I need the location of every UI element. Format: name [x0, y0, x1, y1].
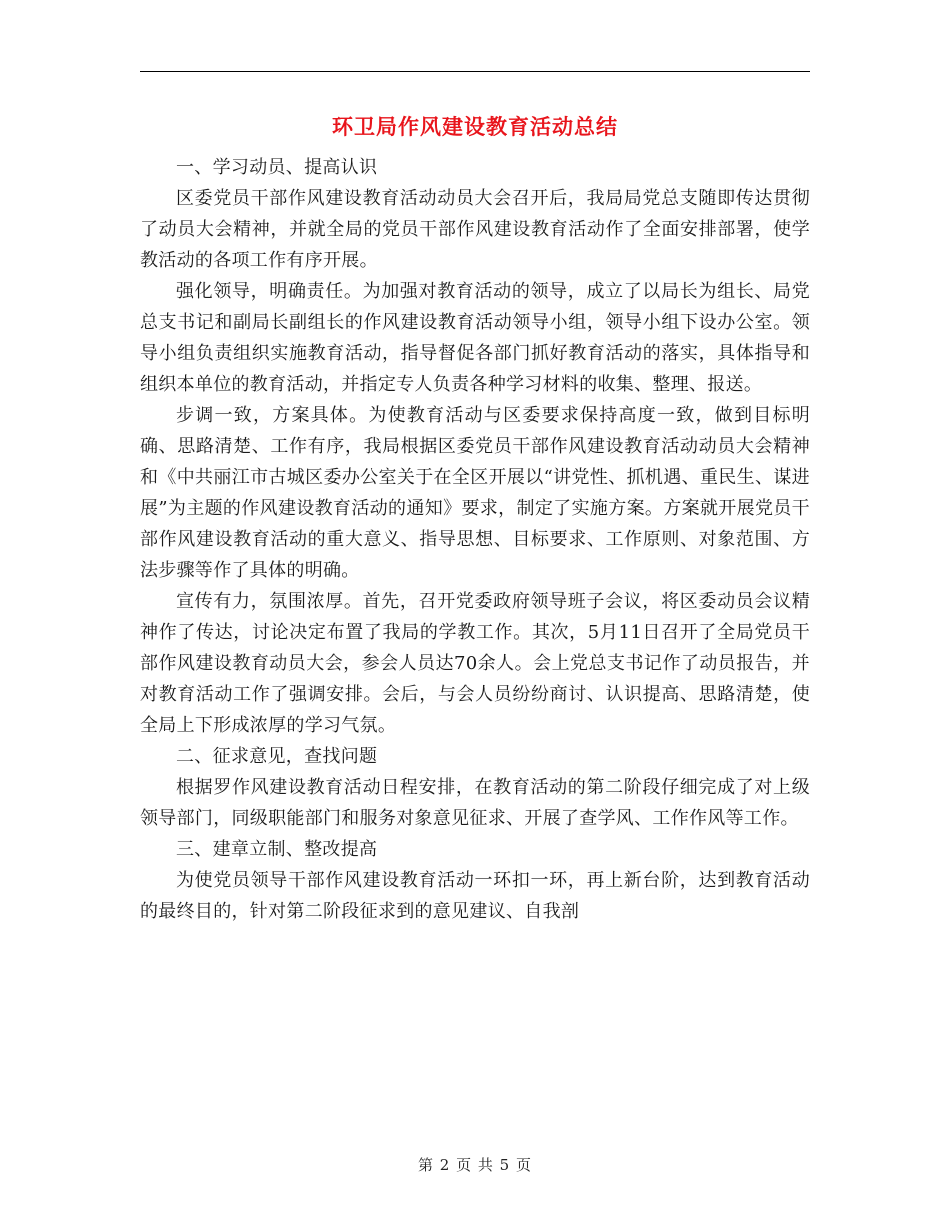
paragraph: 为使党员领导干部作风建设教育活动一环扣一环，再上新台阶，达到教育活动的最终目的，针对第二阶段征求到的意见建议、自我剖	[140, 870, 810, 922]
page-number: 第 2 页 共 5 页	[418, 1156, 532, 1174]
paragraph: 步调一致，方案具体。为使教育活动与区委要求保持高度一致，做到目标明确、思路清楚、工作有序，我局根据区委党员干部作风建设教育活动动员大会精神和《中共丽江市古城区委办公室关于在全区开展以“讲党性、抓机遇、重民生、谋进展”为主题的作风建设教育活动的通知》要求，制定了实施方案。方案就开展党员干部作风建设教育活动的重大意义、指导思想、目标要求、工作原则、对象范围、方法步骤等作了具体的明确。	[140, 405, 810, 581]
section-heading-3: 三、建章立制、整改提高	[176, 839, 378, 860]
document-body	[140, 152, 810, 927]
paragraph: 区委党员干部作风建设教育活动动员大会召开后，我局局党总支随即传达贯彻了动员大会精神，并就全局的党员干部作风建设教育活动作了全面安排部署，使学教活动的各项工作有序开展。	[140, 188, 810, 271]
paragraph: 宣传有力，氛围浓厚。首先，召开党委政府领导班子会议，将区委动员会议精神作了传达，讨论决定布置了我局的学教工作。其次，5月11日召开了全局党员干部作风建设教育动员大会，参会人员达70余人。会上党总支书记作了动员报告，并对教育活动工作了强调安排。会后，与会人员纷纷商讨、认识提高、思路清楚，使全局上下形成浓厚的学习气氛。	[140, 591, 810, 736]
paragraph: 根据罗作风建设教育活动日程安排，在教育活动的第二阶段仔细完成了对上级领导部门，同级职能部门和服务对象意见征求、开展了查学风、工作作风等工作。	[140, 777, 810, 829]
document-title: 环卫局作风建设教育活动总结	[332, 114, 618, 139]
header-rule	[140, 71, 810, 72]
paragraph: 强化领导，明确责任。为加强对教育活动的领导，成立了以局长为组长、局党总支书记和副局长副组长的作风建设教育活动领导小组，领导小组下设办公室。领导小组负责组织实施教育活动，指导督促各部门抓好教育活动的落实，具体指导和组织本单位的教育活动，并指定专人负责各种学习材料的收集、整理、报送。	[140, 281, 810, 395]
section-heading-1: 一、学习动员、提高认识	[176, 157, 378, 178]
section-heading-2: 二、征求意见，查找问题	[176, 746, 378, 767]
